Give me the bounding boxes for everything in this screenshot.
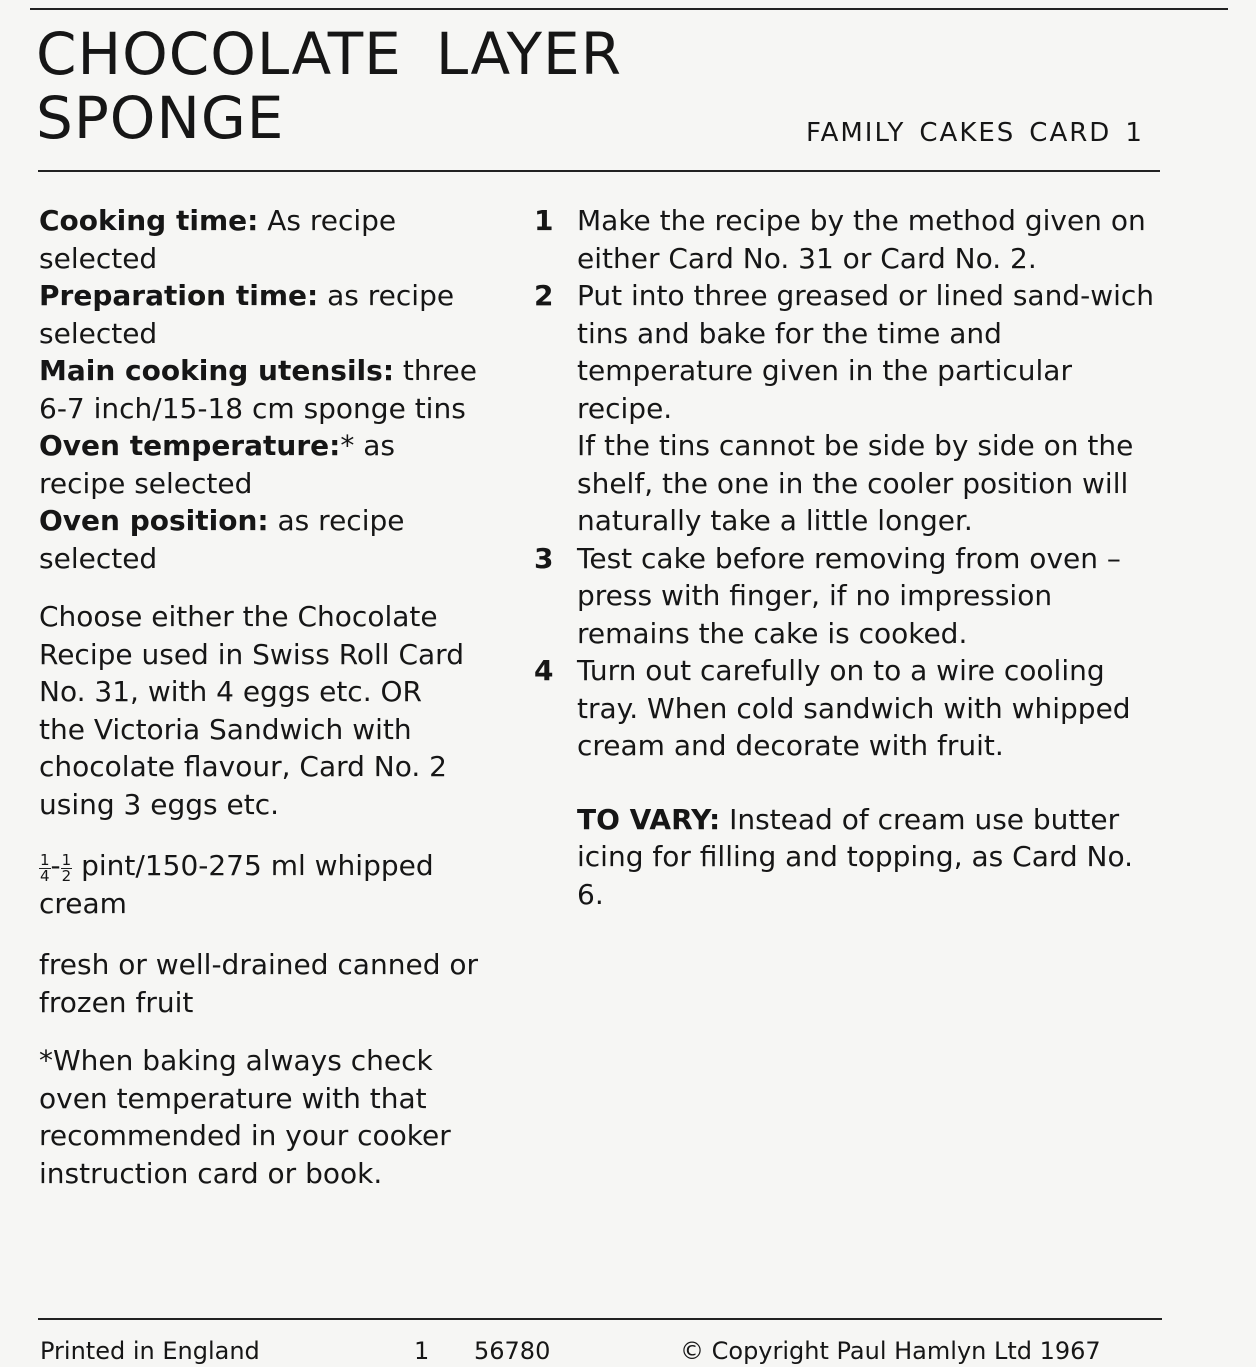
step-number: 2: [534, 279, 554, 312]
step-number: 4: [534, 654, 554, 687]
cream-ingredient: [39, 847, 479, 922]
series-card-number: 1: [1125, 118, 1144, 148]
to-vary-text: Instead of cream use butter icing for filling and topping, as Card No. 6.: [577, 802, 1134, 911]
cream-text: pint/150-275 ml whipped cream: [39, 849, 434, 920]
fraction-denominator: 4: [40, 867, 50, 885]
info-value: as recipe selected: [39, 504, 405, 575]
title-word-layer: LAYER: [435, 20, 623, 88]
fraction-denominator: 2: [61, 867, 72, 885]
top-border: [30, 8, 1228, 10]
info-label: Oven temperature:: [39, 429, 341, 462]
method-step: [534, 202, 1154, 277]
step-text: Turn out carefully on to a wire cooling tray. When cold sandwich with whipped cream and decorate with fruit.: [577, 654, 1131, 762]
footer-printed: Printed in England: [40, 1337, 260, 1365]
fraction-dash: -: [50, 849, 61, 882]
info-cooking-utensils: [39, 352, 479, 427]
oven-note: *When baking always check oven temperature with that recommended in your cooker instruction card or book.: [39, 1044, 451, 1190]
ingredients-column: [39, 202, 479, 1192]
info-value: As recipe selected: [39, 204, 397, 275]
series-word-family: FAMILY: [806, 118, 906, 148]
footer-copyright: © Copyright Paul Hamlyn Ltd 1967: [680, 1337, 1101, 1365]
title-word-chocolate: CHOCOLATE: [36, 20, 402, 88]
choose-recipe-text: Choose either the Chocolate Recipe used in Swiss Roll Card No. 31, with 4 eggs etc. OR: [39, 600, 464, 708]
info-label: Preparation time:: [39, 279, 319, 312]
info-value: * as recipe selected: [39, 429, 395, 500]
to-vary-label: TO VARY:: [577, 802, 721, 836]
info-cooking-time: [39, 202, 479, 277]
series-word-cakes: CAKES: [919, 118, 1016, 148]
method-step: [534, 540, 1154, 653]
fraction-numerator: 1: [61, 851, 72, 869]
footer-divider: [38, 1318, 1162, 1320]
method-step: [534, 277, 1154, 540]
series-label: [806, 118, 1144, 148]
footer: [40, 1337, 1160, 1367]
fraction-quarter: [39, 853, 51, 884]
info-oven-temperature: [39, 427, 479, 502]
recipe-title: [36, 22, 622, 150]
step-text: Put into three greased or lined sand-wich tins and bake for the time and temperature given in the particular recipe.: [577, 279, 1155, 425]
info-value: three 6-7 inch/15-18 cm sponge tins: [39, 354, 478, 425]
step-extra-text: If the tins cannot be side by side on the shelf, the one in the cooler position will naturally take a little longer.: [577, 429, 1134, 537]
method-step: [534, 652, 1154, 765]
footer-code-2: 56780: [474, 1337, 551, 1365]
victoria-sandwich-text: the Victoria Sandwich with chocolate flavour, Card No. 2 using 3 eggs etc.: [39, 712, 447, 821]
header-divider: [38, 170, 1160, 172]
info-label: Main cooking utensils:: [39, 354, 395, 387]
info-value: as recipe selected: [39, 279, 455, 350]
method-column: [534, 202, 1154, 913]
fraction-half: [61, 853, 73, 884]
info-label: Oven position:: [39, 504, 269, 537]
footer-code-1: 1: [414, 1337, 430, 1365]
title-line-1: [36, 22, 622, 86]
step-number: 1: [534, 204, 554, 237]
fruit-ingredient: fresh or well-drained canned or frozen fruit: [39, 948, 479, 1019]
series-word-card: CARD: [1029, 118, 1112, 148]
step-text: Make the recipe by the method given on either Card No. 31 or Card No. 2.: [577, 204, 1146, 275]
info-preparation-time: [39, 277, 479, 352]
to-vary-note: [577, 801, 1154, 914]
fraction-numerator: 1: [40, 851, 50, 869]
step-number: 3: [534, 541, 554, 575]
step-text: Test cake before removing from oven – press with finger, if no impression remains the cake is cooked.: [577, 541, 1121, 650]
title-line-2: SPONGE: [36, 84, 285, 152]
info-label: Cooking time:: [39, 204, 259, 237]
info-oven-position: [39, 502, 479, 577]
info-block: [39, 202, 479, 577]
